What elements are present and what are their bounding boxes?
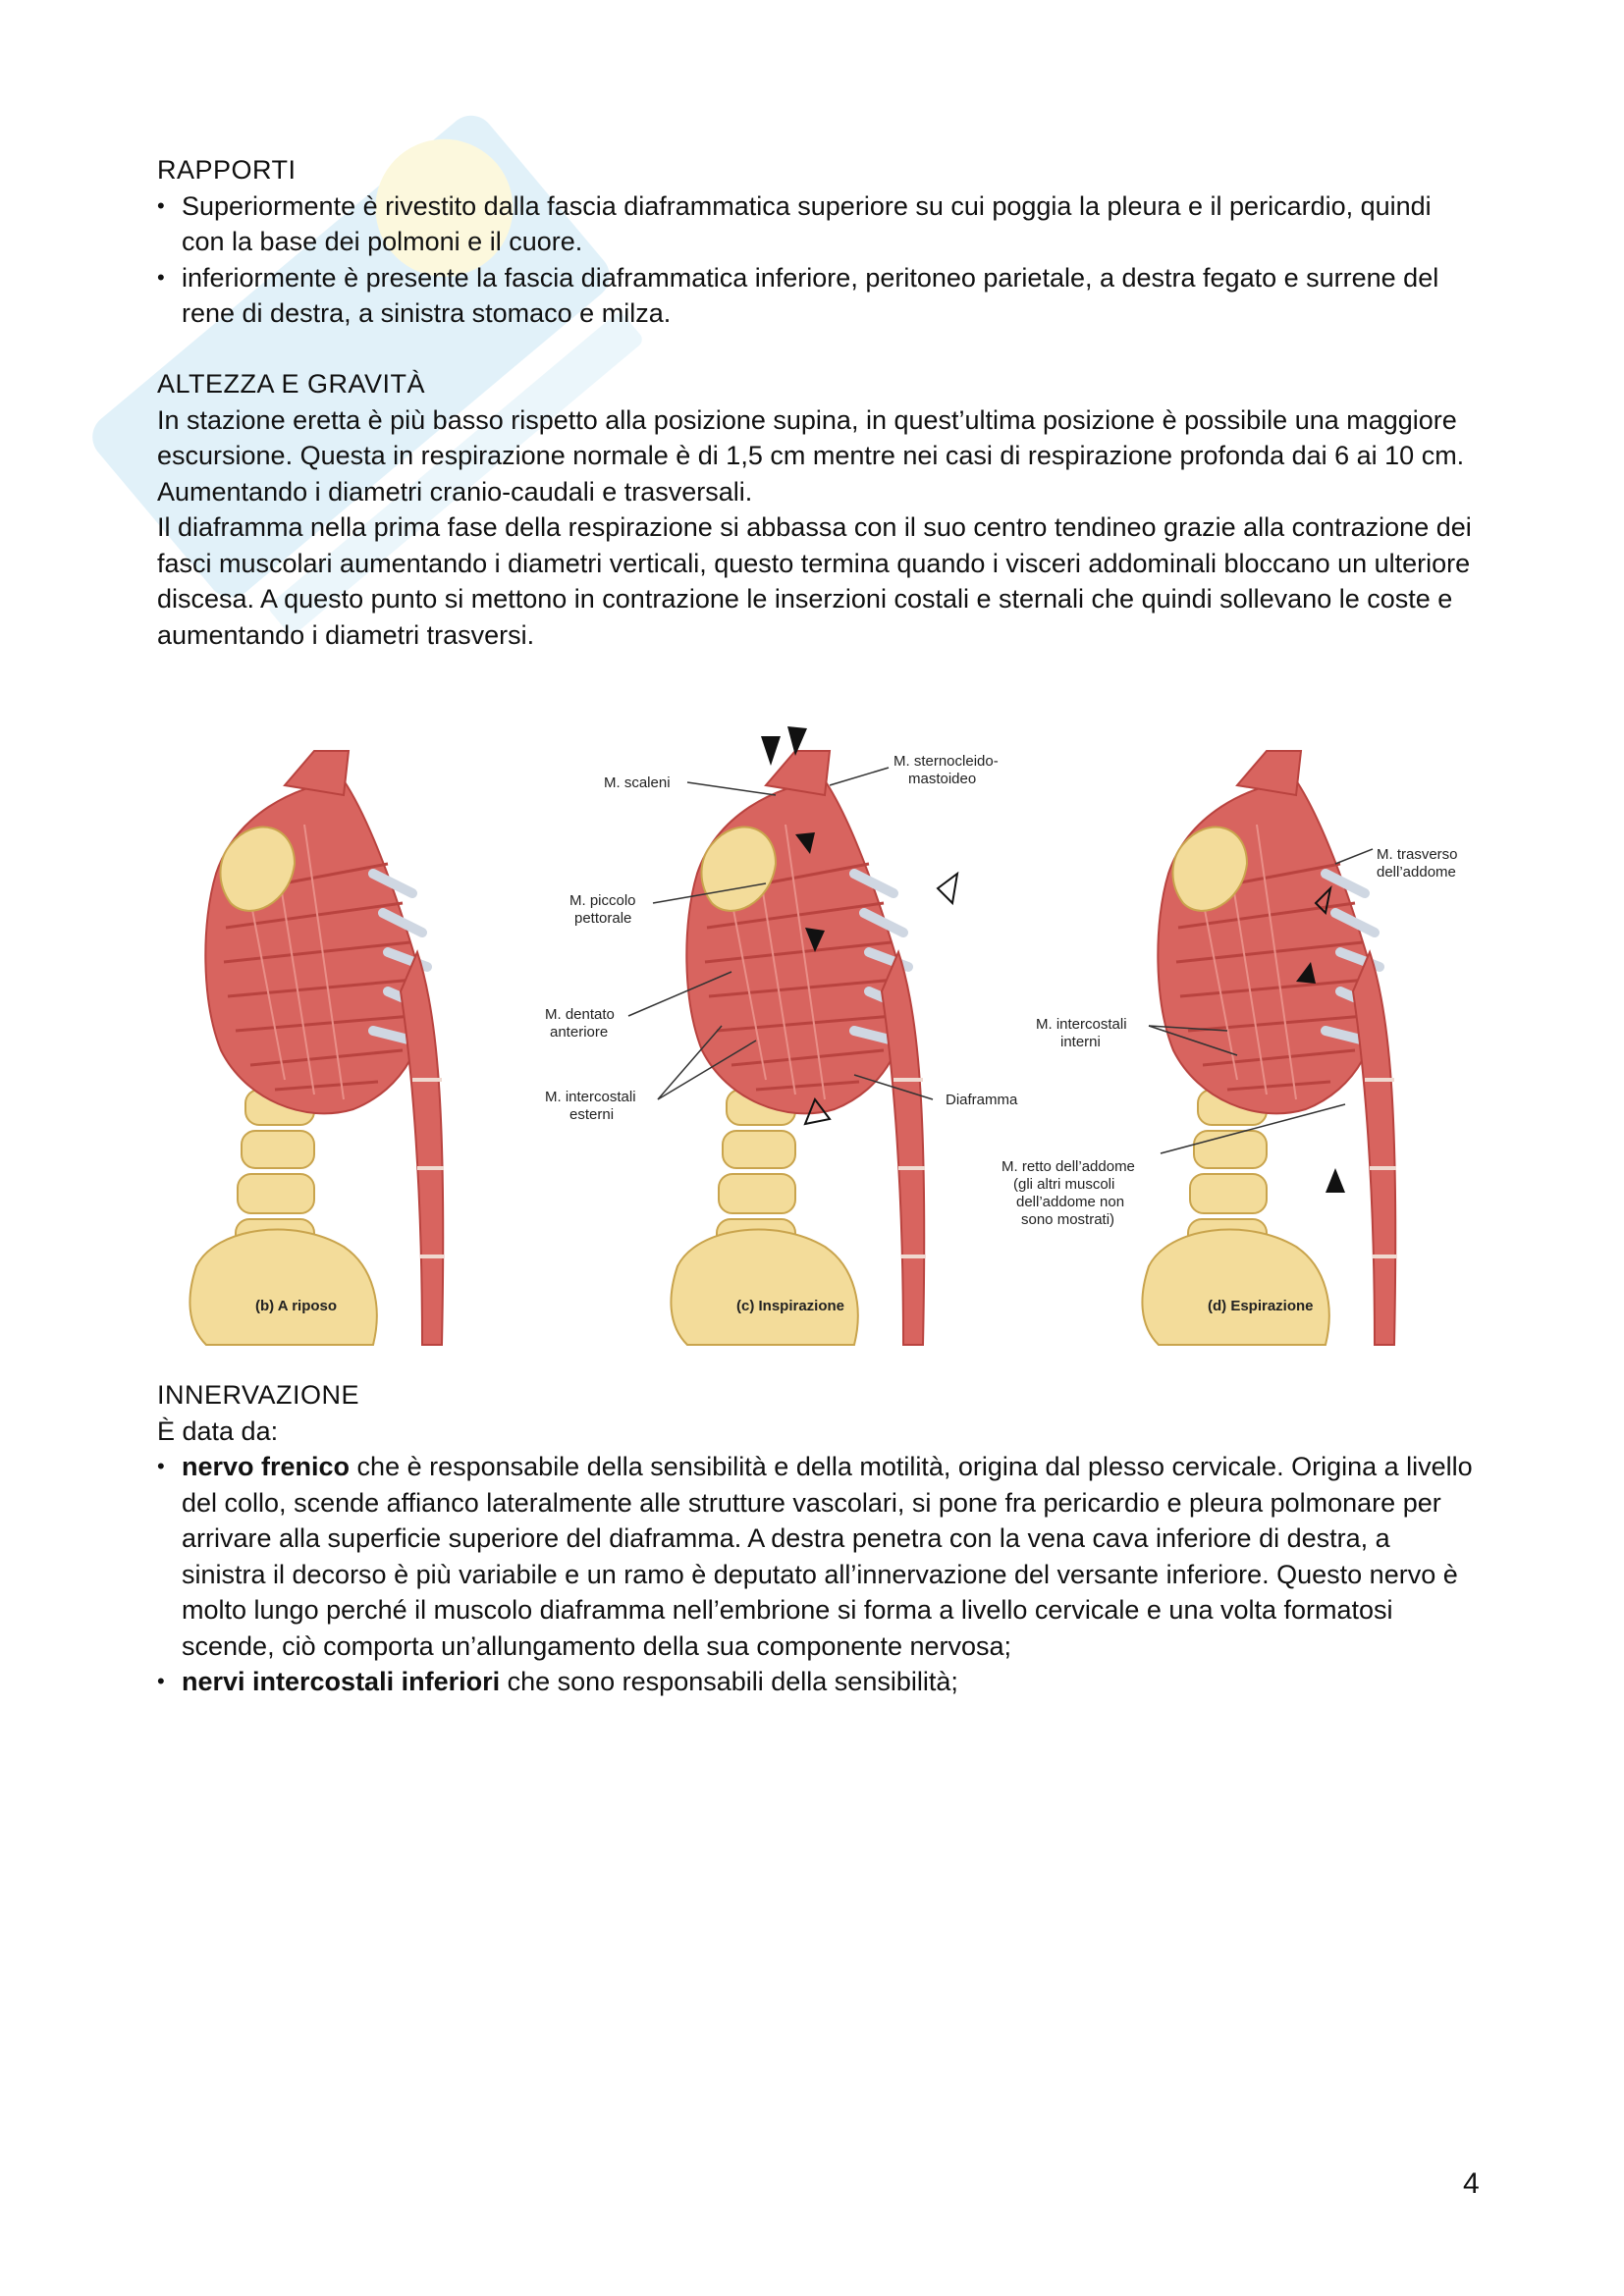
rapporti-list <box>157 188 1473 332</box>
label-retto-2: (gli altri muscoli <box>1013 1176 1115 1193</box>
label-intercostali-interni-1: M. intercostali <box>1036 1016 1127 1033</box>
heading-altezza: ALTEZZA E GRAVITÀ <box>157 369 426 399</box>
label-piccolo-1: M. piccolo <box>569 892 636 909</box>
page-number: 4 <box>1463 2167 1480 2200</box>
section-innervazione <box>157 1377 1473 1700</box>
label-diaframma: Diaframma <box>946 1092 1018 1108</box>
respiration-figure <box>167 717 1458 1335</box>
paragraph: Il diaframma nella prima fase della respirazione si abbassa con il suo centro tendineo grazie alla contrazione dei fasci muscolari aumentando i diametri verticali, questo termina quando i visceri addominali bloccano un ulteriore discesa. A questo punto si mettono in contrazione le inserzioni costali e sternali che quindi sollevano le coste e aumentando i diametri trasversi. <box>157 512 1472 650</box>
label-trasverso-1: M. trasverso <box>1377 846 1458 863</box>
list-item-text: che è responsabile della sensibilità e della motilità, origina dal plesso cervicale. Origina a livello del collo, scende affianco lateralmente alle strutture vascolari, si pone fra pericardio e pleura polmonare per arrivare alla superficie superiore del diaframma. A destra penetra con la vena cava inferiore di destra, a sinistra il decorso è più variabile e un ramo è deputato all’innervazione del versante inferiore. Questo nervo è molto lungo perché il muscolo diaframma nell’embrione si forma a livello cervicale e una volta formatosi scende, ciò comporta un’allungamento della sua componente nervosa; <box>182 1452 1473 1661</box>
label-retto-4: sono mostrati) <box>1021 1211 1115 1228</box>
label-dentato-2: anteriore <box>550 1024 609 1041</box>
intro-text: È data da: <box>157 1415 279 1446</box>
list-item: • Superiormente è rivestito dalla fascia diaframmatica superiore su cui poggia la pleura e il pericardio, quindi con la base dei polmoni e il cuore. <box>157 188 1473 260</box>
list-item <box>157 1664 1473 1700</box>
list-item-text: che sono responsabili della sensibilità; <box>500 1667 958 1696</box>
heading-innervazione: INNERVAZIONE <box>157 1380 360 1410</box>
list-item: • inferiormente è presente la fascia diaframmatica inferiore, peritoneo parietale, a destra fegato e surrene del rene di destra, a sinistra stomaco e milza. <box>157 260 1473 332</box>
innervazione-list <box>157 1449 1473 1700</box>
paragraph: In stazione eretta è più basso rispetto alla posizione supina, in quest’ultima posizione è possibile una maggiore escursione. Questa in respirazione normale è di 1,5 cm mentre nei casi di respirazione profonda dai 6 ai 10 cm. Aumentando i diametri cranio-caudali e trasversali. <box>157 404 1465 507</box>
label-retto-1: M. retto dell’addome <box>1001 1158 1135 1175</box>
label-dentato-1: M. dentato <box>545 1006 615 1023</box>
label-retto-3: dell’addome non <box>1016 1194 1125 1210</box>
label-piccolo-2: pettorale <box>574 910 632 927</box>
heading-rapporti: RAPPORTI <box>157 155 297 185</box>
caption-a-riposo: (b) A riposo <box>255 1298 338 1314</box>
label-trasverso-2: dell’addome <box>1377 864 1456 881</box>
term-nervi-intercostali: nervi intercostali inferiori <box>182 1667 501 1696</box>
label-sternocleido-2: mastoideo <box>908 771 977 787</box>
section-altezza <box>157 366 1473 653</box>
label-scaleni: M. scaleni <box>604 774 671 791</box>
label-sternocleido-1: M. sternocleido- <box>893 753 999 770</box>
label-intercostali-esterni-1: M. intercostali <box>545 1089 636 1105</box>
label-intercostali-esterni-2: esterni <box>569 1106 615 1123</box>
caption-inspirazione: (c) Inspirazione <box>736 1298 845 1314</box>
section-rapporti <box>157 152 1473 332</box>
caption-espirazione: (d) Espirazione <box>1208 1298 1314 1314</box>
label-intercostali-interni-2: interni <box>1060 1034 1101 1050</box>
term-nervo-frenico: nervo frenico <box>182 1452 351 1481</box>
list-item <box>157 1449 1473 1664</box>
